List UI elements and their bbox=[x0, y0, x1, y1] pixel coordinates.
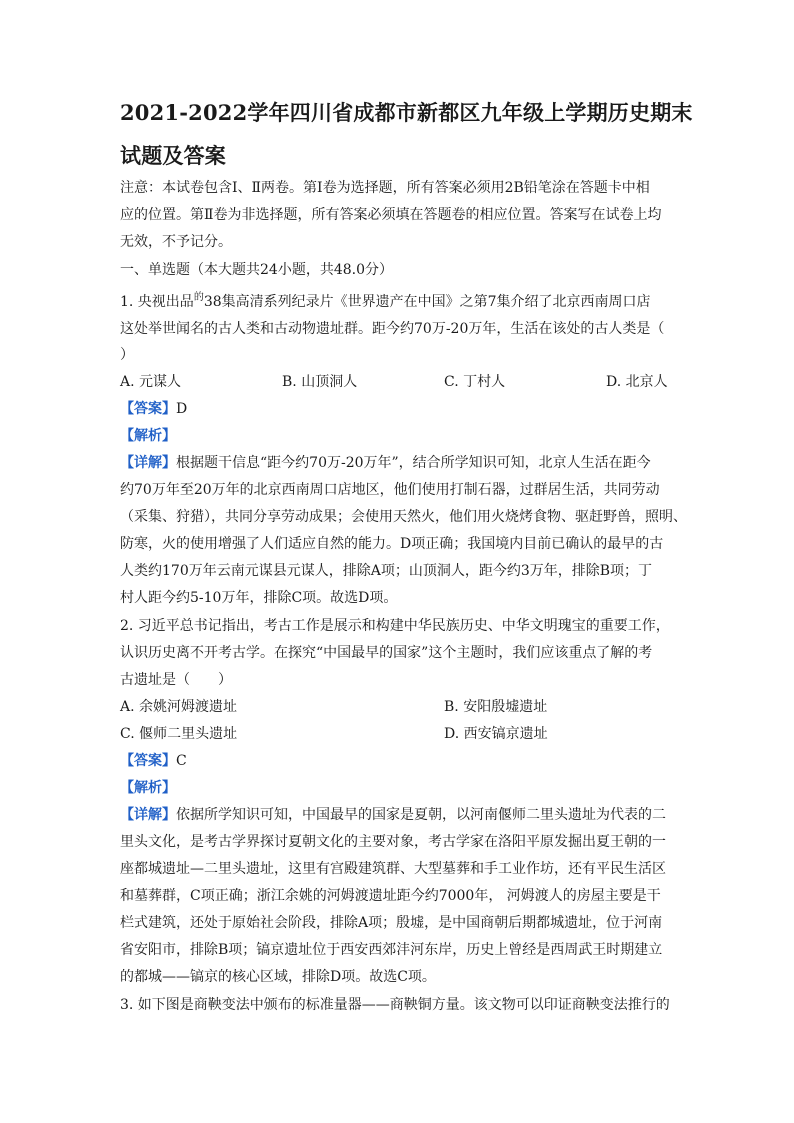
q1-detail-line-6: 村人距今约5-10万年，排除C项。故选D项。 bbox=[120, 590, 398, 606]
q1-detail-line-1 bbox=[120, 454, 651, 472]
q1-detail-line-3: （采集、狩猎），共同分享劳动成果；会使用天然火，他们用火烧烤食物、驱赶野兽，照明、 bbox=[120, 509, 687, 525]
q2-detail-tag: 【详解】 bbox=[120, 807, 176, 823]
q1-answer-tag: 【答案】 bbox=[120, 401, 176, 417]
q1-stem-part-b: 38集高清系列纪录片《世界遗产在中国》之第7集介绍了北京西南周口店 bbox=[203, 294, 651, 310]
q1-detail-line-4: 防寒，火的使用增强了人们适应自然的能力。D项正确；我国境内目前已确认的最早的古 bbox=[120, 536, 664, 552]
q1-answer bbox=[120, 400, 187, 418]
q1-detail-line-2: 约70万年至20万年的北京西南周口店地区，他们使用打制石器，过群居生活，共同劳动 bbox=[120, 482, 660, 498]
document-title-line-2: 试题及答案 bbox=[120, 143, 226, 168]
q2-stem-line-1: 2. 习近平总书记指出，考古工作是展示和构建中华民族历史、中华文明瑰宝的重要工作， bbox=[120, 618, 670, 634]
q2-option-b: B. 安阳殷墟遗址 bbox=[444, 699, 548, 715]
q1-analysis-heading bbox=[120, 427, 176, 445]
q2-analysis-heading bbox=[120, 779, 176, 797]
q2-answer-value: C bbox=[176, 753, 187, 769]
notice-line-1: 注意：本试卷包含Ⅰ、Ⅱ两卷。第Ⅰ卷为选择题，所有答案必须用2B铅笔涂在答题卡中相 bbox=[120, 180, 650, 196]
q2-detail-line-6: 省安阳市，排除B项；镐京遗址位于西安西郊沣河东岸，历史上曾经是西周武王时期建立 bbox=[120, 942, 663, 958]
q2-stem-line-2: 认识历史离不开考古学。在探究“中国最早的国家”这个主题时，我们应该重点了解的考 bbox=[120, 645, 653, 661]
q2-detail-line-1 bbox=[120, 806, 666, 824]
q2-option-c: C. 偃师二里头遗址 bbox=[120, 726, 238, 742]
q2-option-a: A. 余姚河姆渡遗址 bbox=[120, 699, 238, 715]
section-heading: 一、单选题（本大题共24小题，共48.0分） bbox=[120, 262, 393, 278]
q1-stem-line-1 bbox=[120, 293, 651, 313]
q1-stem-line-3: ） bbox=[120, 347, 134, 363]
document-title-line-1: 2021-2022学年四川省成都市新都区九年级上学期历史期末 bbox=[120, 100, 693, 125]
q1-stem-part-a: 1. 央视出品 bbox=[120, 294, 194, 310]
q1-stem-line-2: 这处举世闻名的古人类和古动物遗址群。距今约70万-20万年，生活在该处的古人类是（ bbox=[120, 321, 665, 337]
q2-analysis-tag: 【解析】 bbox=[120, 780, 176, 796]
q1-detail-text-1: 根据题干信息“距今约70万-20万年”，结合所学知识可知，北京人生活在距今 bbox=[176, 455, 651, 471]
q2-detail-line-4: 和墓葬群，C项正确；浙江余姚的河姆渡遗址距今约7000年， 河姆渡人的房屋主要是干 bbox=[120, 888, 661, 904]
q2-option-d: D. 西安镐京遗址 bbox=[444, 726, 548, 742]
q1-option-b: B. 山顶洞人 bbox=[282, 374, 358, 390]
q2-stem-line-3: 古遗址是（ ） bbox=[120, 672, 232, 688]
q1-option-c: C. 丁村人 bbox=[444, 374, 506, 390]
q3-stem-line-1: 3. 如下图是商鞅变法中颁布的标准量器——商鞅铜方量。该文物可以印证商鞅变法推行的 bbox=[120, 997, 670, 1013]
notice-line-3: 无效，不予记分。 bbox=[120, 234, 232, 250]
q1-stem-superscript: 的 bbox=[193, 292, 204, 303]
q2-detail-line-7: 的都城——镐京的核心区域，排除D项。故选C项。 bbox=[120, 969, 436, 985]
q1-analysis-tag: 【解析】 bbox=[120, 428, 176, 444]
q1-answer-value: D bbox=[176, 401, 188, 417]
q1-detail-line-5: 人类约170万年云南元谋县元谋人，排除A项；山顶洞人，距今约3万年，排除B项；丁 bbox=[120, 563, 653, 579]
q1-option-a: A. 元谋人 bbox=[120, 374, 182, 390]
q2-answer bbox=[120, 752, 187, 770]
q1-detail-tag: 【详解】 bbox=[120, 455, 176, 471]
q2-detail-line-5: 栏式建筑，还处于原始社会阶段，排除A项；殷墟，是中国商朝后期都城遗址，位于河南 bbox=[120, 915, 663, 931]
q2-detail-text-1: 依据所学知识可知，中国最早的国家是夏朝，以河南偃师二里头遗址为代表的二 bbox=[176, 807, 666, 823]
q1-option-d: D. 北京人 bbox=[606, 374, 668, 390]
q2-detail-line-2: 里头文化，是考古学界探讨夏朝文化的主要对象，考古学家在洛阳平原发掘出夏王朝的一 bbox=[120, 834, 666, 850]
notice-line-2: 应的位置。第Ⅱ卷为非选择题，所有答案必须填在答题卷的相应位置。答案写在试卷上均 bbox=[120, 207, 662, 223]
q2-answer-tag: 【答案】 bbox=[120, 753, 176, 769]
q2-detail-line-3: 座都城遗址—二里头遗址，这里有宫殿建筑群、大型墓葬和手工业作坊，还有平民生活区 bbox=[120, 861, 666, 877]
